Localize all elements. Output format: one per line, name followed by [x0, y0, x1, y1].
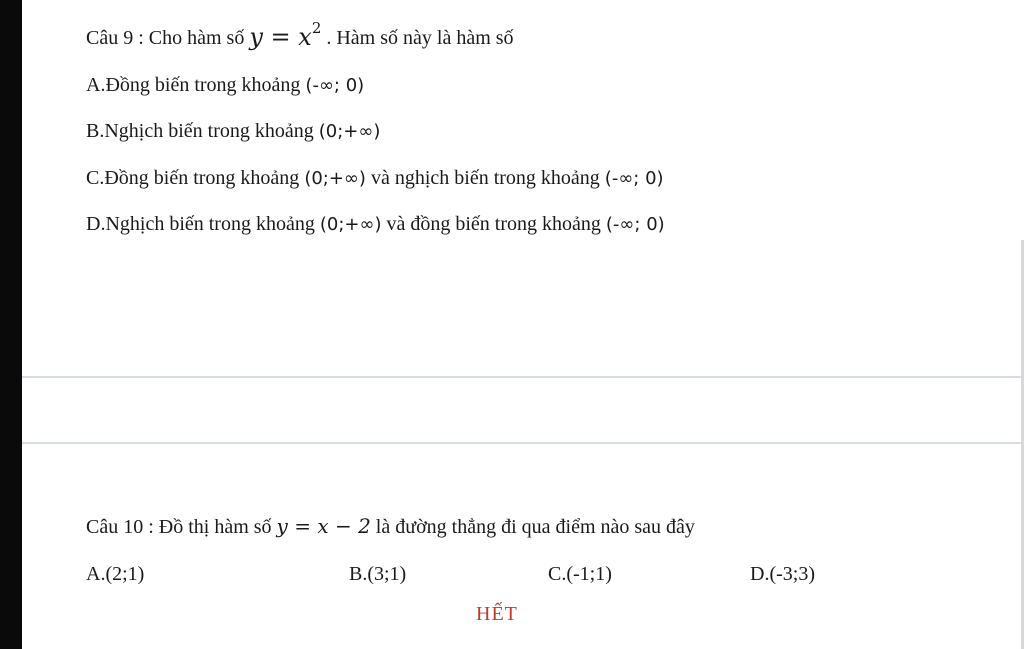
- option-a-interval: (-∞; 0): [305, 75, 365, 96]
- question-10-suffix: là đường thẳng đi qua điểm nào sau đây: [370, 516, 695, 538]
- question-9-option-d: [86, 212, 665, 237]
- option-d-interval-2: (-∞; 0): [605, 214, 665, 235]
- question-10-stem: [86, 514, 695, 539]
- question-10-option-c: C.(-1;1): [548, 563, 612, 585]
- option-c-text-1: C.Đồng biến trong khoảng: [86, 167, 305, 189]
- option-b-interval: (0;+∞): [318, 121, 381, 142]
- option-d-interval-1: (0;+∞): [319, 214, 382, 235]
- end-label: HẾT: [476, 603, 518, 625]
- formula-exponent: 2: [311, 19, 322, 37]
- option-d-text-1: D.Nghịch biến trong khoảng: [86, 213, 320, 235]
- question-10-option-a: A.(2;1): [86, 563, 145, 585]
- question-9-option-a: [86, 73, 364, 98]
- option-c-text-2: và nghịch biến trong khoảng: [365, 167, 605, 189]
- option-b-text: B.Nghịch biến trong khoảng: [86, 120, 319, 142]
- option-d-text-2: và đồng biến trong khoảng: [381, 213, 606, 235]
- question-9-option-c: [86, 166, 664, 191]
- question-10-prefix: Câu 10 : Đồ thị hàm số: [86, 516, 277, 538]
- question-9-formula: [249, 19, 322, 51]
- left-black-border: [0, 0, 22, 649]
- formula-base: y = x: [249, 23, 312, 51]
- question-9-stem: [86, 19, 514, 51]
- option-c-interval-2: (-∞; 0): [604, 168, 664, 189]
- question-10-option-d: D.(-3;3): [750, 563, 815, 585]
- question-10-option-b: B.(3;1): [349, 563, 407, 585]
- question-10-formula: y = x − 2: [276, 514, 371, 538]
- question-9-prefix: Câu 9 : Cho hàm số: [86, 27, 250, 49]
- question-9-option-b: [86, 119, 380, 144]
- option-c-interval-1: (0;+∞): [304, 168, 366, 189]
- page-separator-top: [22, 376, 1024, 378]
- page-separator-bottom: [22, 442, 1024, 444]
- document-page: [22, 0, 1024, 649]
- question-9-suffix: . Hàm số này là hàm số: [321, 27, 514, 49]
- option-a-text: A.Đồng biến trong khoảng: [86, 74, 306, 96]
